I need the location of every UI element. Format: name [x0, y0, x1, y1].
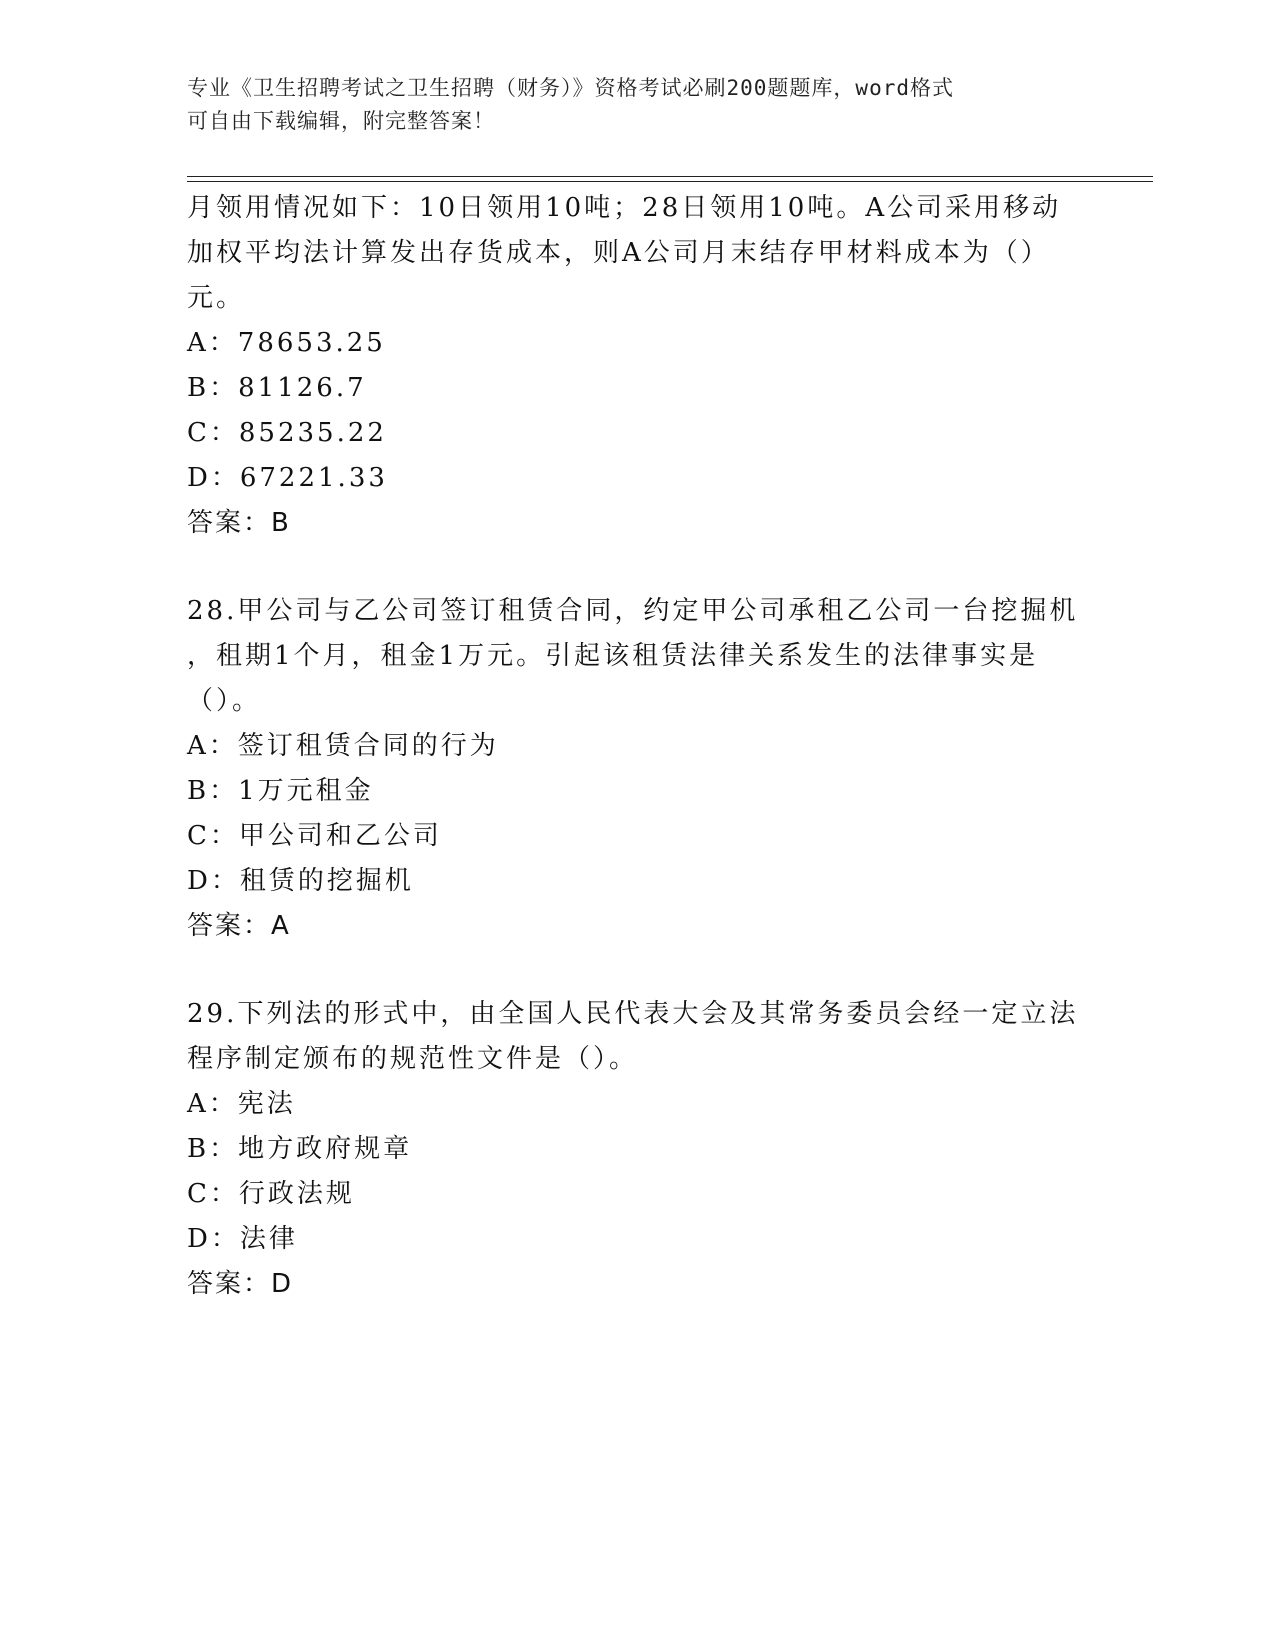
answer-line: 答案：B	[187, 508, 291, 538]
option-d: D：67221.33	[187, 463, 388, 493]
option-c: C：甲公司和乙公司	[187, 821, 442, 851]
option-d: D：法律	[187, 1224, 298, 1254]
option-a: A：签订租赁合同的行为	[187, 731, 499, 761]
question-list	[187, 186, 1087, 1307]
question-text-line: 月领用情况如下：10日领用10吨；28日领用10吨。A公司采用移动	[187, 193, 1062, 223]
header-line-1: 专业《卫生招聘考试之卫生招聘（财务）》资格考试必刷200题题库，word格式	[187, 76, 954, 100]
question-text-line: （）。	[187, 686, 262, 716]
question-spacer	[187, 949, 1087, 992]
header-divider-top	[187, 176, 1153, 177]
option-d: D：租赁的挖掘机	[187, 866, 414, 896]
option-a: A：宪法	[187, 1089, 296, 1119]
answer-line: 答案：D	[187, 1269, 294, 1299]
option-c: C：行政法规	[187, 1179, 355, 1209]
option-c: C：85235.22	[187, 418, 387, 448]
question-text-line: ，租期1个月，租金1万元。引起该租赁法律关系发生的法律事实是	[187, 641, 1039, 671]
header-divider-bottom	[187, 181, 1153, 182]
option-b: B：81126.7	[187, 373, 367, 403]
answer-line: 答案：A	[187, 911, 291, 941]
option-b: B：地方政府规章	[187, 1134, 413, 1164]
question-29	[187, 992, 1087, 1307]
question-spacer	[187, 546, 1087, 589]
header-line-2: 可自由下载编辑，附完整答案！	[187, 109, 495, 133]
question-27-fragment	[187, 186, 1087, 546]
option-a: A：78653.25	[187, 328, 386, 358]
question-text-line: 程序制定颁布的规范性文件是（）。	[187, 1044, 639, 1074]
question-text-line: 元。	[187, 283, 246, 313]
document-header	[187, 72, 1067, 138]
question-text-line: 28.甲公司与乙公司签订租赁合同，约定甲公司承租乙公司一台挖掘机	[187, 596, 1079, 626]
option-b: B：1万元租金	[187, 776, 374, 806]
question-text-line: 29.下列法的形式中，由全国人民代表大会及其常务委员会经一定立法	[187, 999, 1079, 1029]
question-text-line: 加权平均法计算发出存货成本，则A公司月末结存甲材料成本为（）	[187, 238, 1050, 268]
question-28	[187, 589, 1087, 949]
